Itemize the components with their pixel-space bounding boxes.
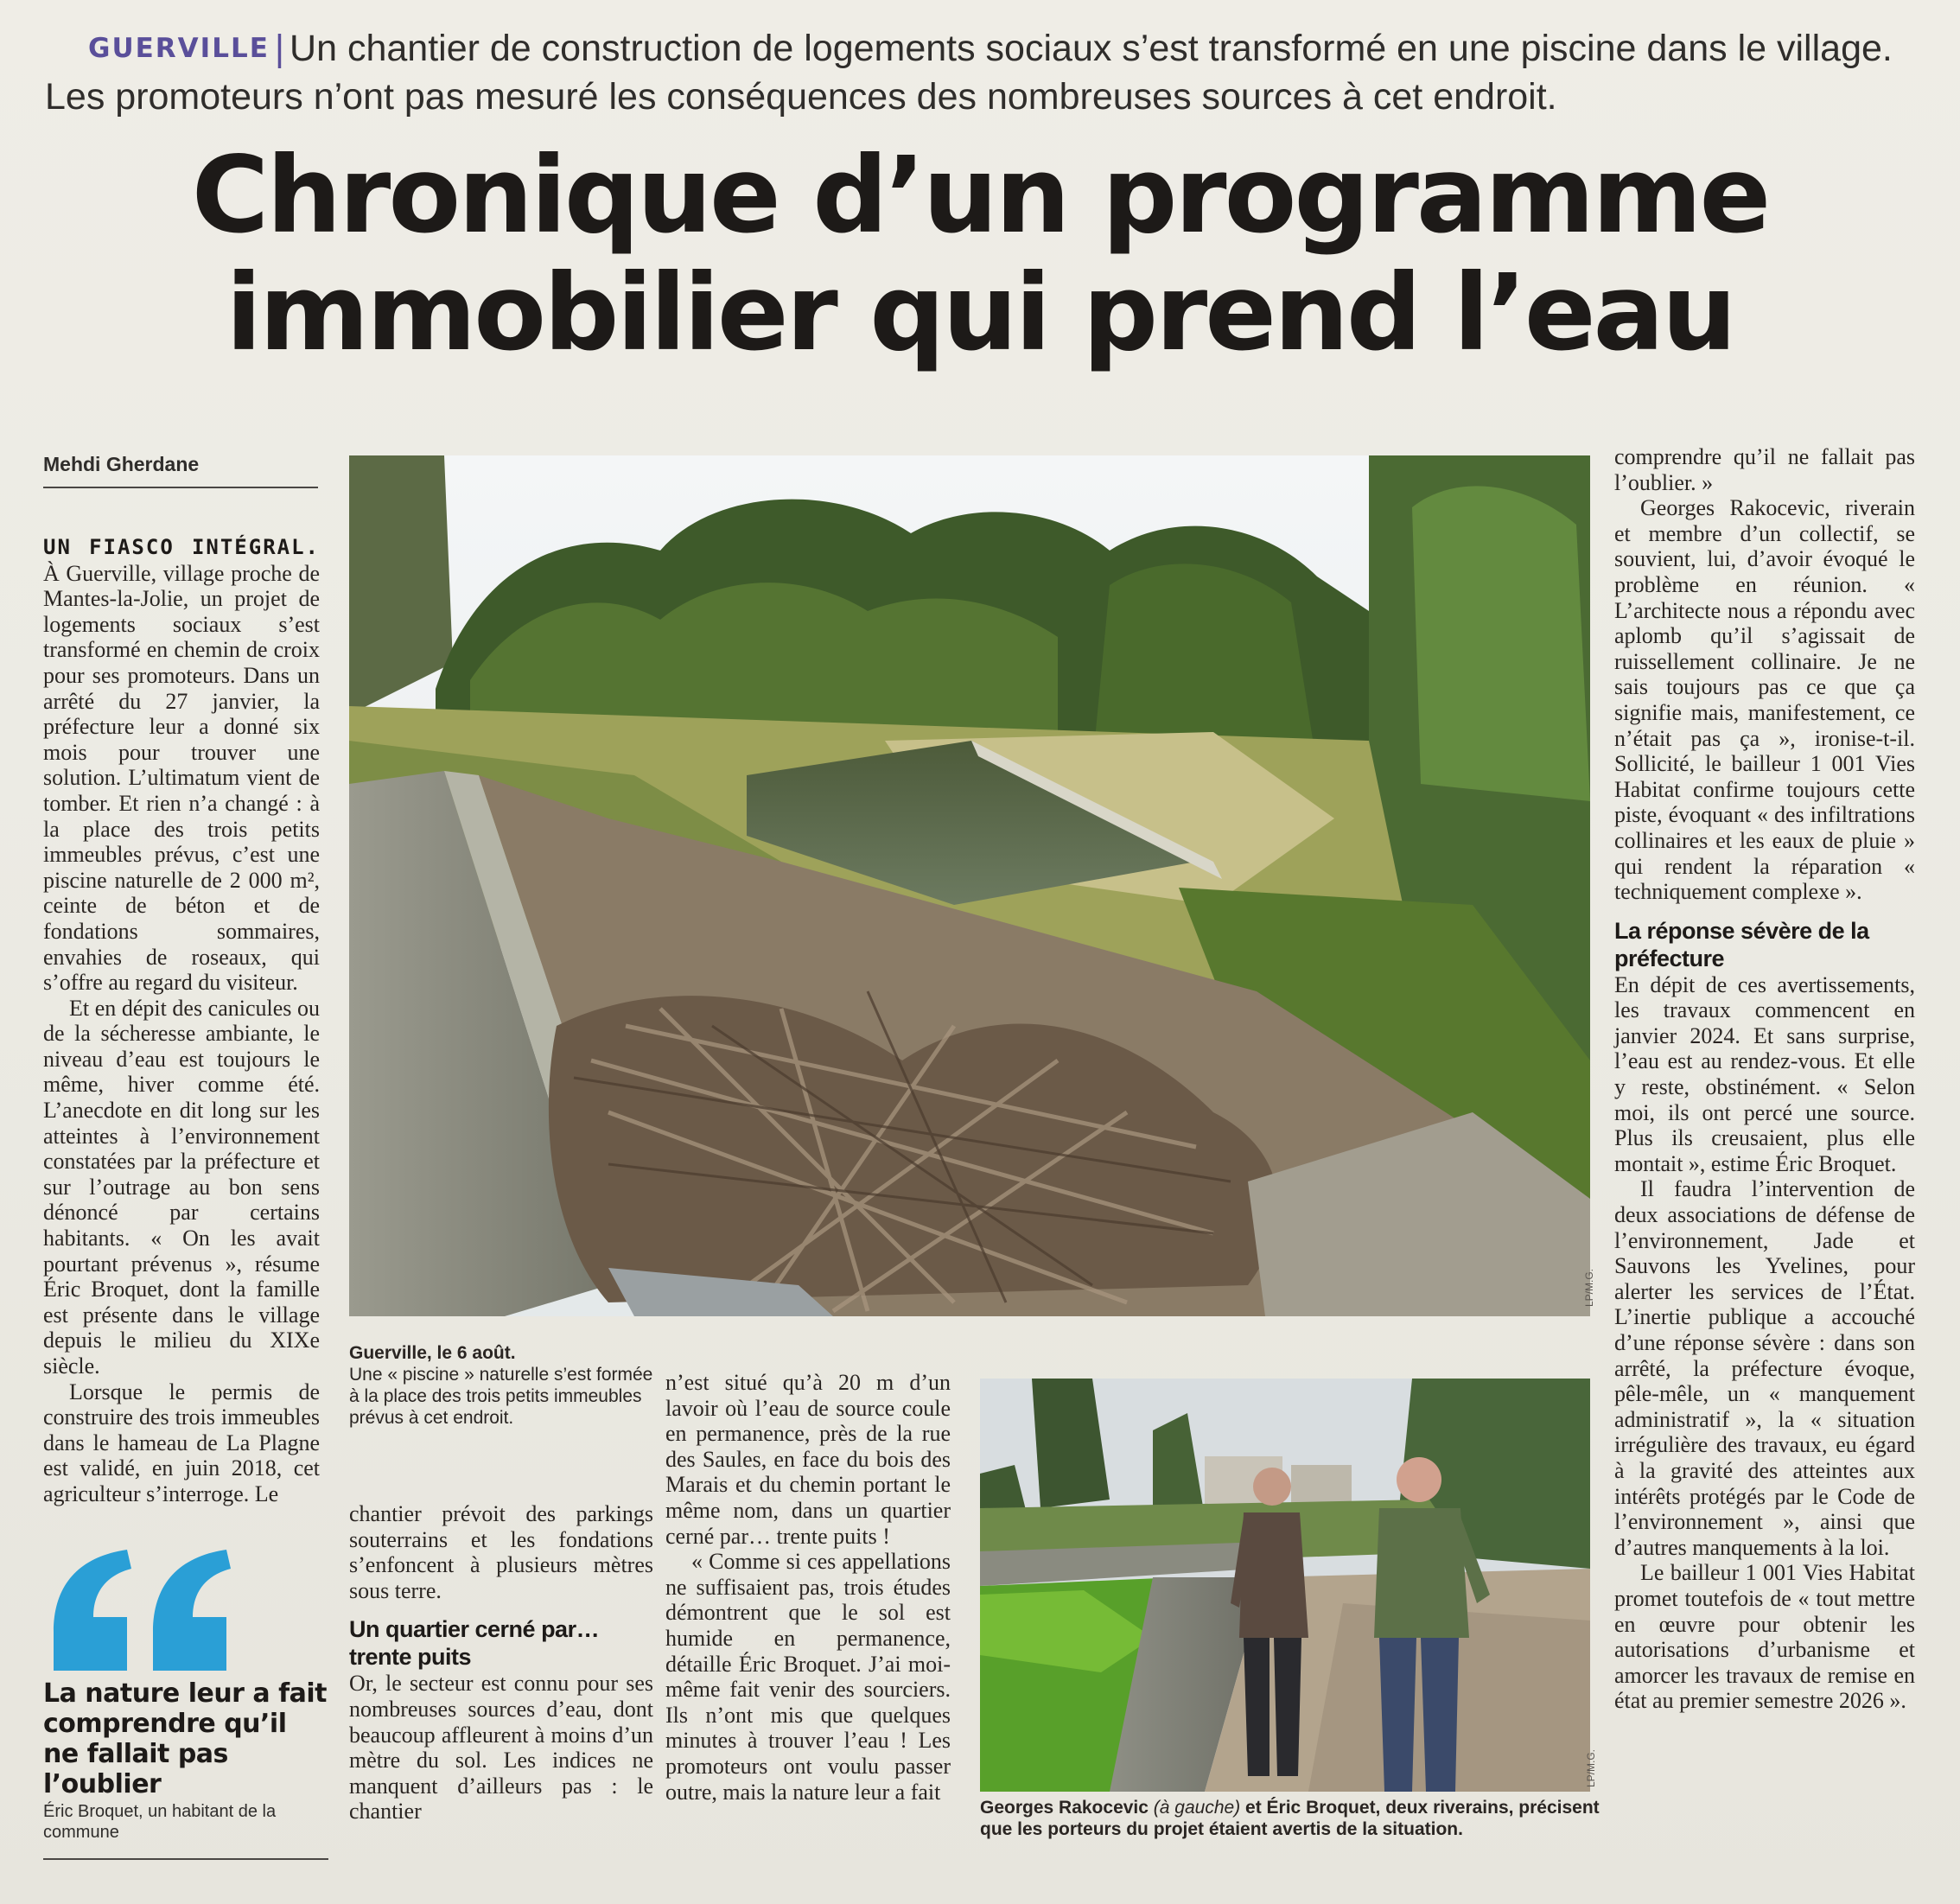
kicker-text: Un chantier de construction de logements sociaux s’est transformé en une piscine dans le village. Les promoteurs n’ont pas mesuré les conséquences des nombreuses sources à cet endroit. xyxy=(45,28,1893,118)
col3-paragraph-1: n’est situé qu’à 20 m d’un lavoir où l’eau de source coule en permanence, près de la rue des Saules, en face du bois des Marais et du chemin portant le même nom, dans un quartier cerné par… trente puits ! xyxy=(665,1370,951,1549)
photo1-caption xyxy=(349,1342,660,1429)
kicker-separator: | xyxy=(274,28,285,69)
photo2-credit: LP/M.G. xyxy=(1585,1748,1597,1787)
col2-subheading: Un quartier cerné par… trente puits xyxy=(349,1616,600,1671)
col4-subheading: La réponse sévère de la préfecture xyxy=(1614,917,1869,971)
article-column-1 xyxy=(43,534,320,1507)
lead-in: UN FIASCO INTÉGRAL. xyxy=(43,535,320,559)
col1-paragraph-2: Et en dépit des canicules ou de la sécheresse ambiante, le niveau d’eau est toujours le même, hiver comme été. L’anecdote en dit long sur les atteintes à l’environnement constatées par la préfecture et sur l’outrage au bon sens dénoncé par certains habitants. « On les avait pourtant prévenus », résume Éric Broquet, dont la famille est présente dans le village depuis le milieu du XIXe siècle. xyxy=(43,995,320,1379)
byline: Mehdi Gherdane xyxy=(43,453,318,488)
article-column-3 xyxy=(665,1370,951,1805)
photo-two-residents xyxy=(980,1379,1590,1792)
col4-paragraph-1: comprendre qu’il ne fallait pas l’oublier. » xyxy=(1614,444,1915,495)
headline-line-1: Chronique d’un programme xyxy=(191,134,1769,257)
photo1-caption-text: Une « piscine » naturelle s’est formée à la place des trois petits immeubles prévus à cet endroit. xyxy=(349,1365,653,1428)
headline xyxy=(0,134,1960,374)
col2-paragraph-1: chantier prévoit des parkings souterrains et les fondations s’enfoncent à plusieurs mètres sous terre. xyxy=(349,1501,653,1603)
col4-paragraph-3: En dépit de ces avertissements, les travaux commencent en janvier 2024. Et sans surprise, l’eau est au rendez-vous. Et elle y reste, obstinément. « Selon moi, ils ont percé une source. Plus ils creusaient, plus elle montait », estime Éric Broquet. xyxy=(1614,971,1915,1176)
photo2-caption: Georges Rakocevic (à gauche) et Éric Broquet, deux riverains, précisent que les porteurs du projet étaient avertis de la situation. xyxy=(980,1798,1600,1839)
article-column-2 xyxy=(349,1501,653,1824)
col4-paragraph-5: Le bailleur 1 001 Vies Habitat promet toutefois de « tout mettre en œuvre pour obtenir les autorisations d’urbanisme et amorcer les travaux de remise en état au premier semestre 2026 ». xyxy=(1614,1560,1915,1714)
col1-paragraph-3: Lorsque le permis de construire des trois immeubles dans le hameau de La Plagne est validé, en juin 2018, cet agriculteur s’interroge. Le xyxy=(43,1379,320,1506)
col4-paragraph-4: Il faudra l’intervention de deux associations de défense de l’environnement, Jade et Sauvons les Yvelines, pour alerter les services de l’État. L’inertie publique a accouché d’une réponse sévère : dans son arrêté, la préfecture évoque, pêle-mêle, un « manquement administratif », la « situation irrégulière des travaux, eu égard à la gravité des atteintes aux intérêts protégés par le Code de l’environnement », ainsi que d’autres manquements à la loi. xyxy=(1614,1176,1915,1560)
col3-paragraph-2: « Comme si ces appellations ne suffisaient pas, trois études démontrent que le sol est humide en permanence, détaille Éric Broquet. J’ai moi-même fait venir des sourciers. Ils n’ont mis que quelques minutes à trouver l’eau ! Les promoteurs ont voulu passer outre, mais la nature leur a fait xyxy=(665,1549,951,1805)
photo1-credit: LP/M.G. xyxy=(1583,1268,1595,1307)
second-photo xyxy=(980,1379,1590,1792)
kicker-place: GUERVILLE xyxy=(88,33,270,64)
photo1-caption-title: Guerville, le 6 août. xyxy=(349,1343,516,1363)
pull-quote-author: Éric Broquet, un habitant de la commune xyxy=(43,1802,277,1842)
col2-paragraph-2: Or, le secteur est connu pour ses nombreuses sources d’eau, dont beaucoup affleurent à moins d’un mètre du sol. Les indices ne manquent d’ailleurs pas : le chantier xyxy=(349,1671,653,1824)
article-column-4 xyxy=(1614,444,1915,1714)
kicker xyxy=(45,24,1920,121)
headline-line-2: immobilier qui prend l’eau xyxy=(226,252,1734,374)
col1-paragraph-1: UN FIASCO INTÉGRAL. À Guerville, village proche de Mantes-la-Jolie, un projet de logements sociaux s’est transformé en chemin de croix pour ses promoteurs. Dans un arrêté du 27 janvier, la préfecture leur a donné six mois pour trouver une solution. L’ultimatum vient de tomber. Et rien n’a changé : à la place des trois petits immeubles prévus, c’est une piscine naturelle de 2 000 m², ceinte de béton et de fondations sommaires, envahies de roseaux, qui s’offre au regard du visiteur. xyxy=(43,535,320,996)
main-photo xyxy=(349,455,1590,1316)
photo-flooded-construction-site xyxy=(349,455,1590,1316)
quote-mark-icon xyxy=(45,1550,235,1671)
pull-quote: La nature leur a fait comprendre qu’il ne fallait pas l’oublier xyxy=(43,1678,328,1799)
divider xyxy=(43,1858,328,1860)
col4-paragraph-2: Georges Rakocevic, riverain et membre d’un collectif, se souvient, lui, d’avoir évoqué le problème en réunion. « L’architecte nous a répondu avec aplomb qu’il s’agissait de ruissellement collinaire. Je ne sais toujours pas ce que ça signifie mais, manifestement, ce n’était pas ça », ironise-t-il. Sollicité, le bailleur 1 001 Vies Habitat confirme toujours cette piste, évoquant « des infiltrations collinaires et les eaux de pluie » qui rendent la réparation « techniquement complexe ». xyxy=(1614,495,1915,905)
